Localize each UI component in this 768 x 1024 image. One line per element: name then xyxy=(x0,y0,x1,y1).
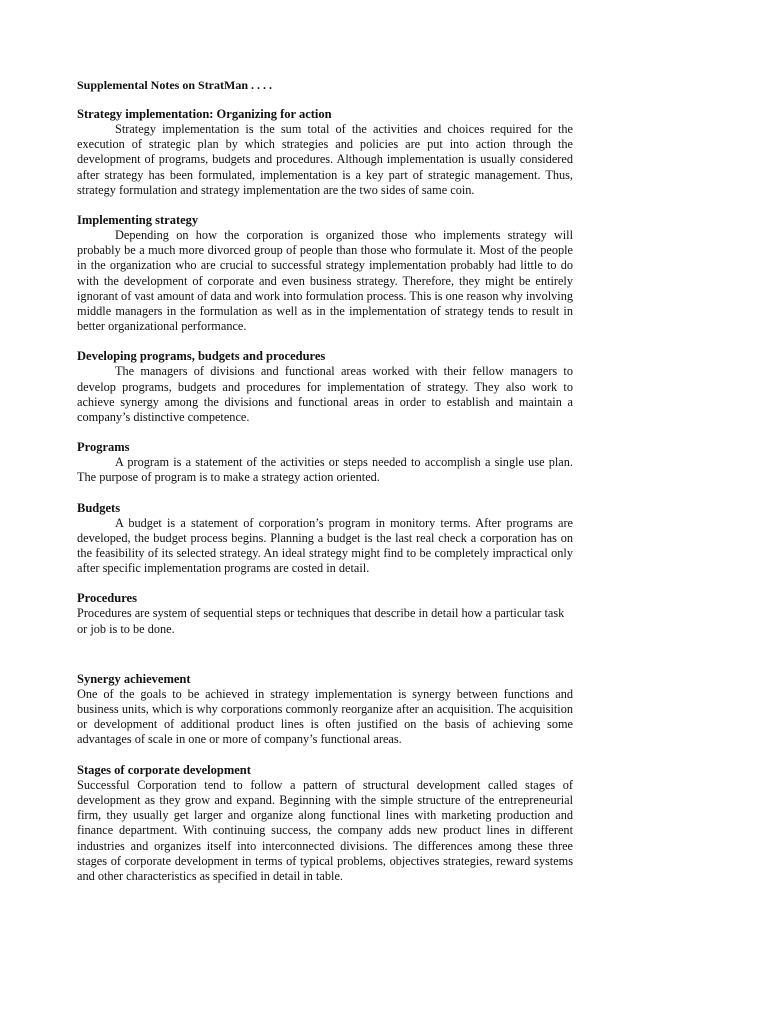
section-heading: Developing programs, budgets and procedures xyxy=(77,349,326,364)
section-body: Successful Corporation tend to follow a pattern of structural development called stages of development as they grow and expand. Beginning with the simple structure of the entrepreneurial firm, they usually get larger and organize along functional lines with marketing production and finance department. With continuing success, the company adds new product lines in different industries and organizes itself into interconnected divisions. The differences among these three stages of corporate development in terms of typical problems, objectives strategies, reward systems and other characteristics as specified in detail in table. xyxy=(77,777,573,883)
section-body: One of the goals to be achieved in strategy implementation is synergy between functions and business units, which is why corporations commonly reorganize after an acquisition. The acquisition or development of additional product lines is often justified on the basis of achieving some advantages of scale in one or more of company’s functional areas. xyxy=(77,686,573,747)
section-synergy-achievement xyxy=(77,672,573,748)
section-procedures xyxy=(77,591,573,636)
section-body: A program is a statement of the activities or steps needed to accomplish a single use plan. The purpose of program is to make a strategy action oriented. xyxy=(77,455,573,485)
section-budgets xyxy=(77,501,573,577)
section-stages-corporate-development xyxy=(77,763,573,884)
section-body: Depending on how the corporation is organized those who implements strategy will probably be a much more divorced group of people than those who formulate it. Most of the people in the organization who are crucial to successful strategy implementation probably had little to do with the development of corporate and even business strategy. Therefore, they might be entirely ignorant of vast amount of data and work into formulation process. This is one reason why involving middle managers in the formulation as well as in the implementation of strategy tends to result in better organizational performance. xyxy=(77,228,574,334)
section-strategy-implementation xyxy=(77,107,573,198)
section-programs xyxy=(77,440,573,485)
document-page xyxy=(77,78,573,884)
section-heading: Procedures xyxy=(77,591,137,606)
section-body: A budget is a statement of corporation’s program in monitory terms. After programs are developed, the budget process begins. Planning a budget is the last real check a corporation has on the feasibility of its selected strategy. An ideal strategy might find to be completely impractical only after specific implementation programs are costed in detail. xyxy=(77,515,573,576)
section-heading: Programs xyxy=(77,440,130,455)
section-heading: Implementing strategy xyxy=(77,213,199,228)
section-heading: Strategy implementation: Organizing for action xyxy=(77,107,332,121)
section-body: Strategy implementation is the sum total of the activities and choices required for the execution of strategic plan by which strategies and policies are put into action through the development of programs, budgets and procedures. Although implementation is usually considered after strategy has been formulated, implementation is a key part of strategic management. Thus, strategy formulation and strategy implementation are the two sides of same coin. xyxy=(77,122,573,197)
section-body: Procedures are system of sequential steps or techniques that describe in detail how a particular task or job is to be done. xyxy=(77,606,565,636)
document-title: Supplemental Notes on StratMan . . . . xyxy=(77,78,273,92)
section-heading: Stages of corporate development xyxy=(77,762,251,777)
section-heading: Synergy achievement xyxy=(77,671,191,686)
section-heading: Budgets xyxy=(77,500,121,515)
section-implementing-strategy xyxy=(77,213,573,334)
section-developing-programs xyxy=(77,349,573,425)
section-body: The managers of divisions and functional areas worked with their fellow managers to develop programs, budgets and procedures for implementation of strategy. They also work to achieve synergy among the divisions and functional areas in order to establish and maintain a company’s distinctive competence. xyxy=(77,364,573,425)
